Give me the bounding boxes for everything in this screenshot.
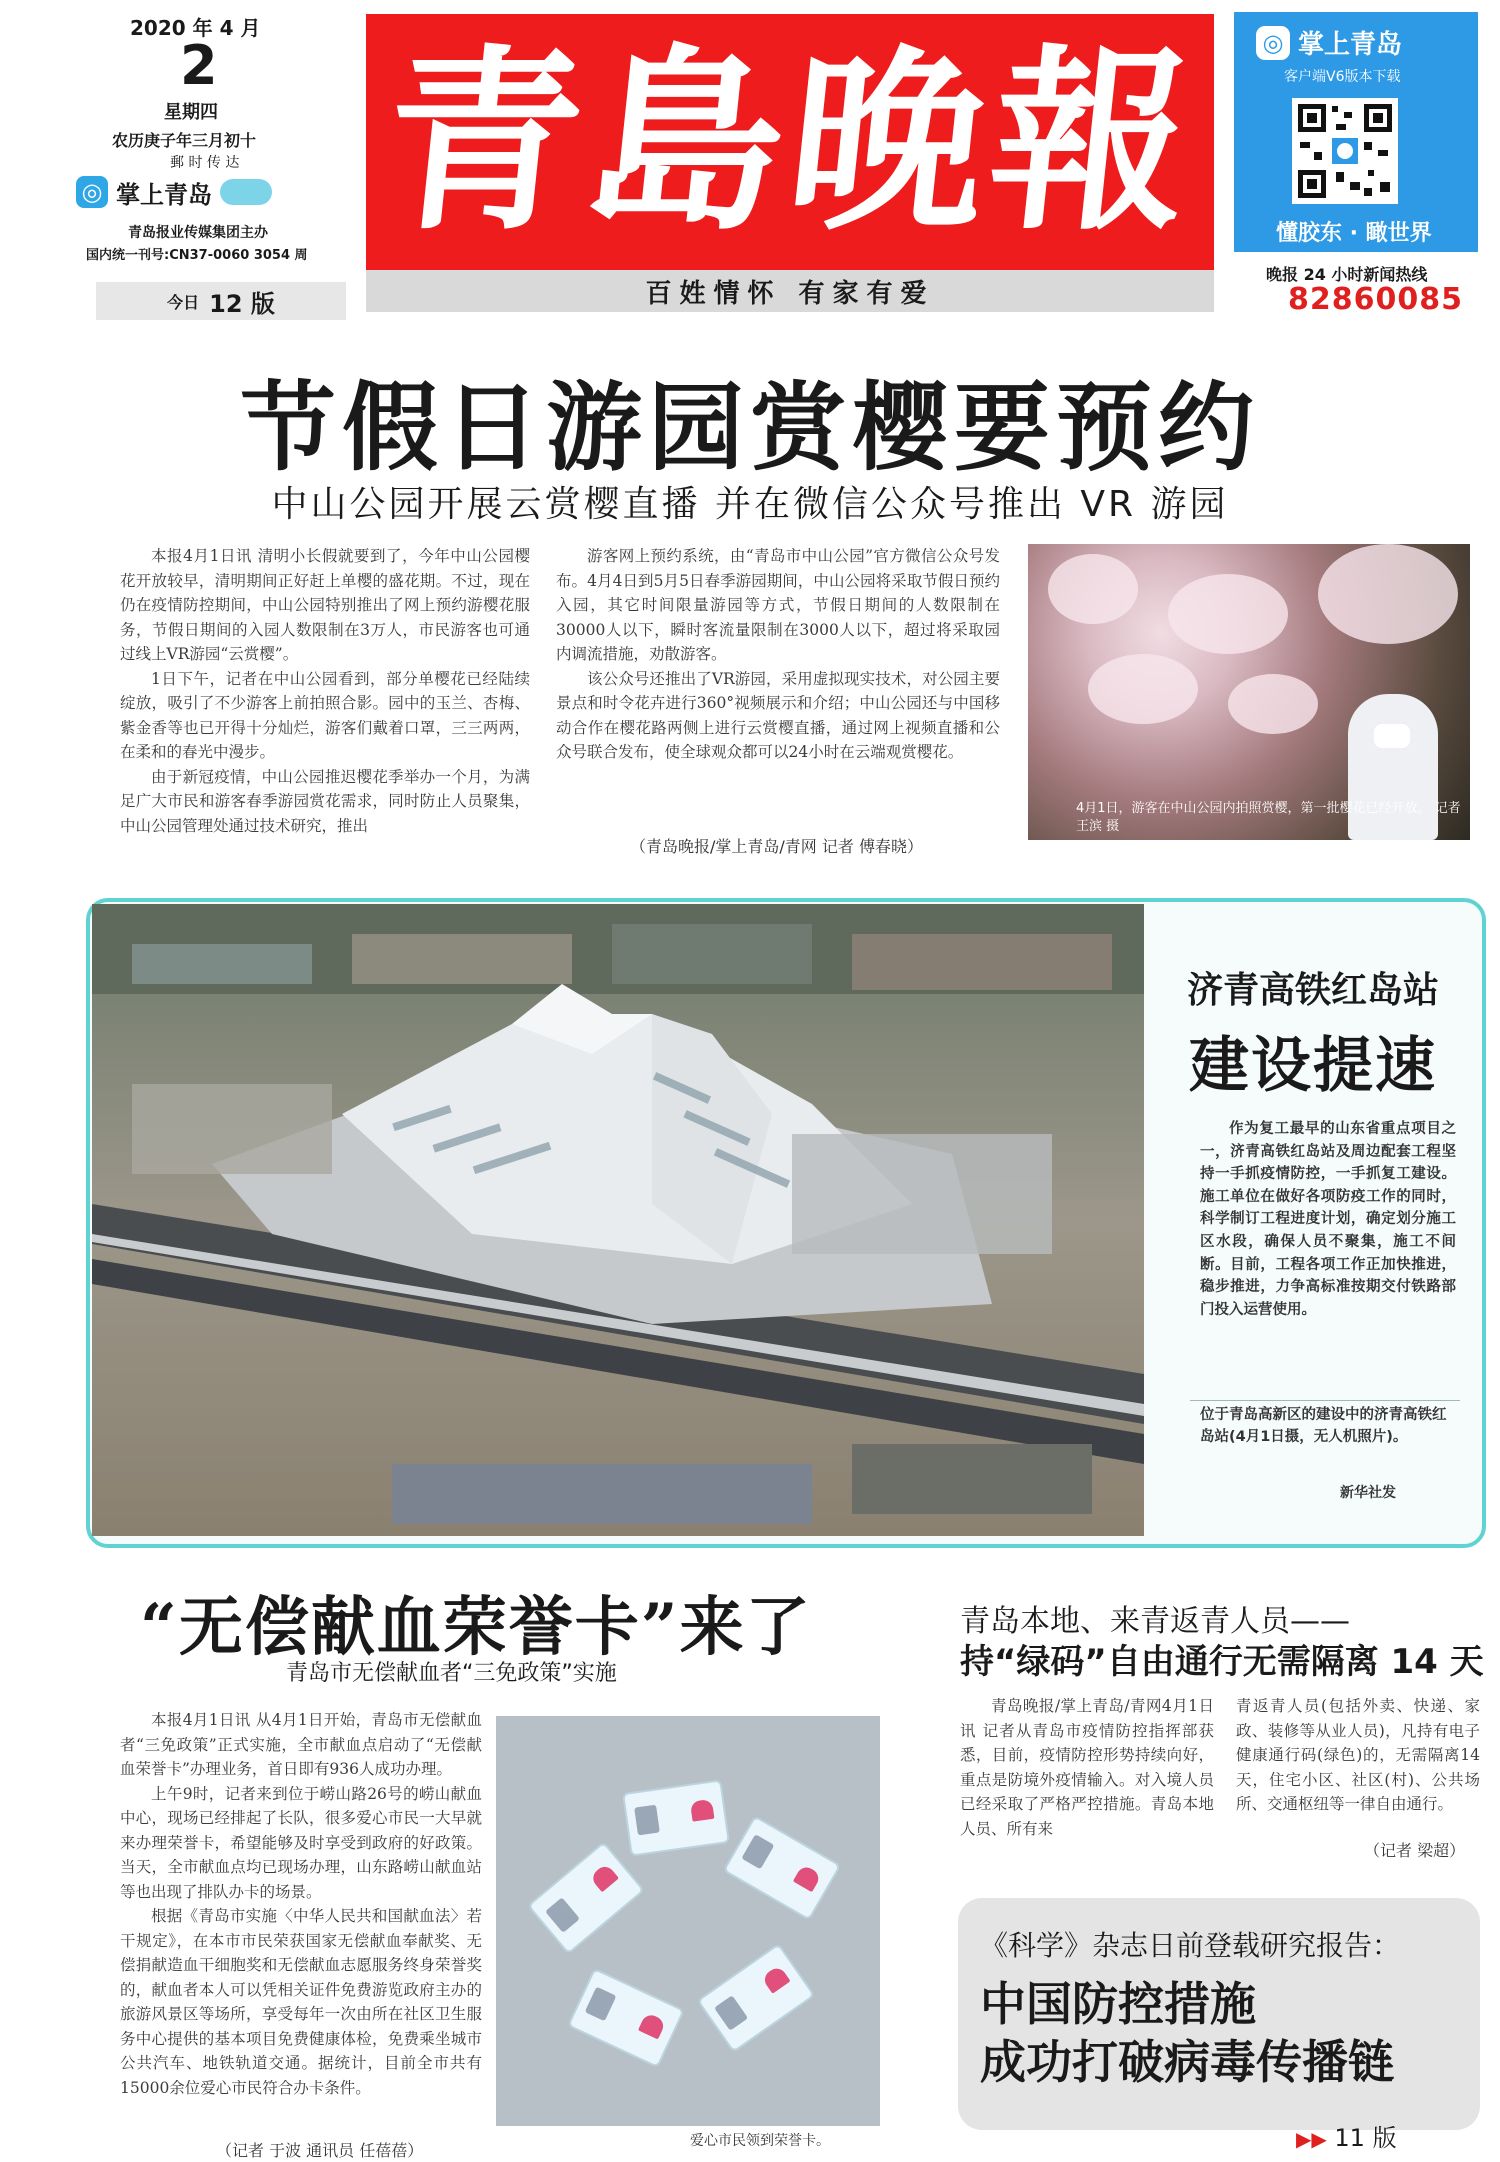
green-code-paragraph: 青岛晚报/掌上青岛/青网4月1日讯 记者从青岛市疫情防控指挥部获悉，目前，疫情防控形势持续向好，重点是防境外疫情输入。对入境人员已经采取了严格严控措施。青岛本地人员、所有来: [960, 1697, 1214, 1838]
app-badge[interactable]: [76, 174, 272, 210]
cn-code-line: 国内统一刊号:CN37-0060 3054 周: [86, 248, 308, 263]
honor-card: [697, 1943, 816, 2053]
blossom-cluster: [1088, 654, 1198, 724]
blood-paragraph: 上午9时，记者来到位于崂山路26号的崂山献血中心，现场已经排起了长队，很多爱心市民一大早就来办理荣誉卡，希望能够及时享受到政府的好政策。当天，全市献血点均已现场办理，山东路崂山献血站等也出现了排队办卡的场景。: [120, 1784, 482, 1901]
issue-weekday: 星期四: [164, 102, 218, 123]
face-mask-shape: [1374, 724, 1410, 748]
lead-paragraph: 该公众号还推出了VR游园，采用虚拟现实技术，对公园主要景点和时令花卉进行360°视频展示和介绍；中山公园还与中国移动合作在樱花路两侧上进行云赏樱直播，通过网上视频直播和公众号联合发布，使全球观众都可以24小时在云端观赏樱花。: [556, 669, 1000, 761]
blood-headline[interactable]: “无偿献血荣誉卡”来了: [140, 1590, 812, 1665]
app-logo-icon: ◎: [76, 176, 108, 208]
newspaper-masthead: [366, 14, 1214, 270]
issue-lunar-note: 郵 时 传 达: [170, 155, 240, 171]
green-code-paragraph: 青返青人员(包括外卖、快递、家政、装修等从业人员)，凡持有电子健康通行码(绿色)的，无需隔离14天，住宅小区、社区(村)、公共场所、交通枢纽等一律自由通行。: [1236, 1697, 1480, 1813]
hongdao-station-aerial-photo[interactable]: [92, 904, 1144, 1536]
feature-body: [1200, 1118, 1456, 1321]
science-title-line1[interactable]: 中国防控措施: [980, 1977, 1256, 2031]
lead-paragraph: 游客网上预约系统，由“青岛市中山公园”官方微信公众号发布。4月4日到5月5日春季游园期间，中山公园将采取节假日预约入园，其它时间限量游园等方式，节假日期间的人数限制在30000人以下，瞬时客流量限制在3000人以下，超过将采取园内调流措施，劝散游客。: [556, 547, 1000, 663]
app-pill-icon: [220, 179, 272, 205]
feature-paragraph: 作为复工最早的山东省重点项目之一，济青高铁红岛站及周边配套工程坚持一手抓疫情防控，一手抓复工建设。施工单位在做好各项防疫工作的同时，科学制订工程进度计划，确定划分施工区水段，确保人员不聚集，施工不间断。目前，工程各项工作正加快推进，稳步推进，力争高标准按期交付铁路部门投入运营使用。: [1200, 1121, 1456, 1318]
blood-byline: （记者 于波 通讯员 任蓓蓓）: [216, 2141, 424, 2160]
honor-card: [723, 1815, 842, 1920]
feature-divider: [1190, 1400, 1460, 1401]
hotline-label: 晚报 24 小时新闻热线: [1266, 265, 1428, 284]
issue-date-day: 2: [180, 34, 218, 97]
blossom-cluster: [1228, 674, 1318, 734]
blood-subhead: 青岛市无偿献血者“三免政策”实施: [286, 1661, 617, 1686]
lead-body-column-2: [556, 544, 1000, 834]
cherry-blossom-photo[interactable]: [1028, 544, 1470, 840]
slogan-text: 百姓情怀 有家有爱: [645, 278, 935, 309]
honor-cards-photo[interactable]: [496, 1716, 880, 2126]
science-kicker: 《科学》杂志日前登载研究报告：: [980, 1929, 1401, 1962]
qr-download-panel[interactable]: [1234, 12, 1478, 252]
green-code-byline: （记者 梁超）: [1364, 1841, 1466, 1860]
cards-photo-caption: 爱心市民领到荣誉卡。: [690, 2133, 830, 2149]
lead-paragraph: 本报4月1日讯 清明小长假就要到了，今年中山公园樱花开放较早，清明期间正好赶上单樱的盛花期。不过，现在仍在疫情防控期间，中山公园特别推出了网上预约游樱花服务，节假日期间的入园人数限制在3万人，市民游客也可通过线上VR游园“云赏樱”。: [120, 547, 530, 663]
qr-slogan: 懂胶东 · 瞰世界: [1276, 221, 1432, 246]
qr-panel-header: [1256, 24, 1402, 61]
app-name: 掌上青岛: [116, 180, 212, 209]
today-pages: 12 版: [209, 289, 275, 318]
green-code-kicker: 青岛本地、来青返青人员——: [960, 1604, 1350, 1639]
feature-title-line1[interactable]: 济青高铁红岛站: [1186, 970, 1439, 1011]
blood-paragraph: 本报4月1日讯 从4月1日开始，青岛市无偿献血者“三免政策”正式实施，全市献血点启动了“无偿献血荣誉卡”办理业务，首日即有936人成功办理。: [120, 1711, 482, 1778]
honor-card: [567, 1968, 685, 2068]
feature-photo-caption: 位于青岛高新区的建设中的济青高铁红岛站(4月1日摄，无人机照片)。: [1200, 1407, 1447, 1445]
green-code-column-2: [1236, 1694, 1480, 1848]
today-pages-bar: [96, 282, 346, 320]
lead-subhead: 中山公园开展云赏樱直播 并在微信公众号推出 VR 游园: [271, 484, 1229, 525]
qr-subtitle: 客户端V6版本下载: [1284, 69, 1401, 85]
newspaper-title: 青島晚報: [373, 27, 1207, 257]
issue-date-year-month: 2020 年 4 月: [130, 16, 261, 40]
slogan-bar: [366, 270, 1214, 312]
lead-headline[interactable]: 节假日游园赏樱要预约: [240, 372, 1260, 484]
blossom-photo-caption: 4月1日，游客在中山公园内拍照赏樱，第一批樱花已经开放。 记者 王滨 摄: [1076, 801, 1461, 834]
blood-paragraph: 根据《青岛市实施〈中华人民共和国献血法〉若干规定》，在本市市民荣获国家无偿献血奉献奖、无偿捐献造血干细胞奖和无偿献血志愿服务终身荣誉奖的，献血者本人可以凭相关证件免费游览政府主办的旅游风景区等场所，享受每年一次由所在社区卫生服务中心提供的基本项目免费健康体检，免费乘坐城市公共汽车、地铁轨道交通。据统计，目前全市共有15000余位爱心市民符合办卡条件。: [120, 1907, 482, 2097]
blossom-cluster: [1318, 544, 1458, 644]
science-title-line2[interactable]: 成功打破病毒传播链: [980, 2035, 1394, 2089]
lead-paragraph: 1日下午，记者在中山公园看到，部分单樱花已经陆续绽放，吸引了不少游客上前拍照合影。园中的玉兰、杏梅、紫金香等也已开得十分灿烂，游客们戴着口罩，三三两两，在柔和的春光中漫步。: [120, 669, 530, 761]
page-jump-link[interactable]: [1296, 2118, 1397, 2153]
blossom-cluster: [1168, 574, 1288, 654]
qr-code-icon[interactable]: [1292, 98, 1398, 204]
honor-card: [527, 1841, 645, 1954]
qr-app-name: 掌上青岛: [1298, 30, 1403, 60]
jump-arrow-icon: ▶▶: [1296, 2127, 1327, 2151]
lead-paragraph: 由于新冠疫情，中山公园推迟樱花季举办一个月，为满足广大市民和游客春季游园赏花需求，同时防止人员聚集，中山公园管理处通过技术研究，推出: [120, 767, 530, 835]
hotline-number[interactable]: 82860085: [1288, 282, 1463, 317]
jump-page-label: 11 版: [1334, 2124, 1397, 2152]
honor-card: [622, 1779, 730, 1856]
today-label: 今日: [167, 292, 200, 312]
feature-photo-credit: 新华社发: [1340, 1485, 1396, 1501]
qr-app-logo-icon: ◎: [1256, 26, 1290, 60]
green-code-column-1: [960, 1694, 1214, 1864]
blood-body-column: [120, 1708, 482, 2128]
blossom-cluster: [1048, 554, 1138, 624]
issue-lunar-date: 农历庚子年三月初十: [112, 131, 257, 150]
feature-title-line2[interactable]: 建设提速: [1189, 1031, 1437, 1101]
green-code-headline[interactable]: 持“绿码”自由通行无需隔离 14 天: [960, 1642, 1484, 1682]
publisher-line: 青岛报业传媒集团主办: [128, 225, 268, 241]
lead-body-column-1: [120, 544, 530, 860]
lead-byline: （青岛晚报/掌上青岛/青网 记者 傅春晓）: [630, 837, 923, 856]
